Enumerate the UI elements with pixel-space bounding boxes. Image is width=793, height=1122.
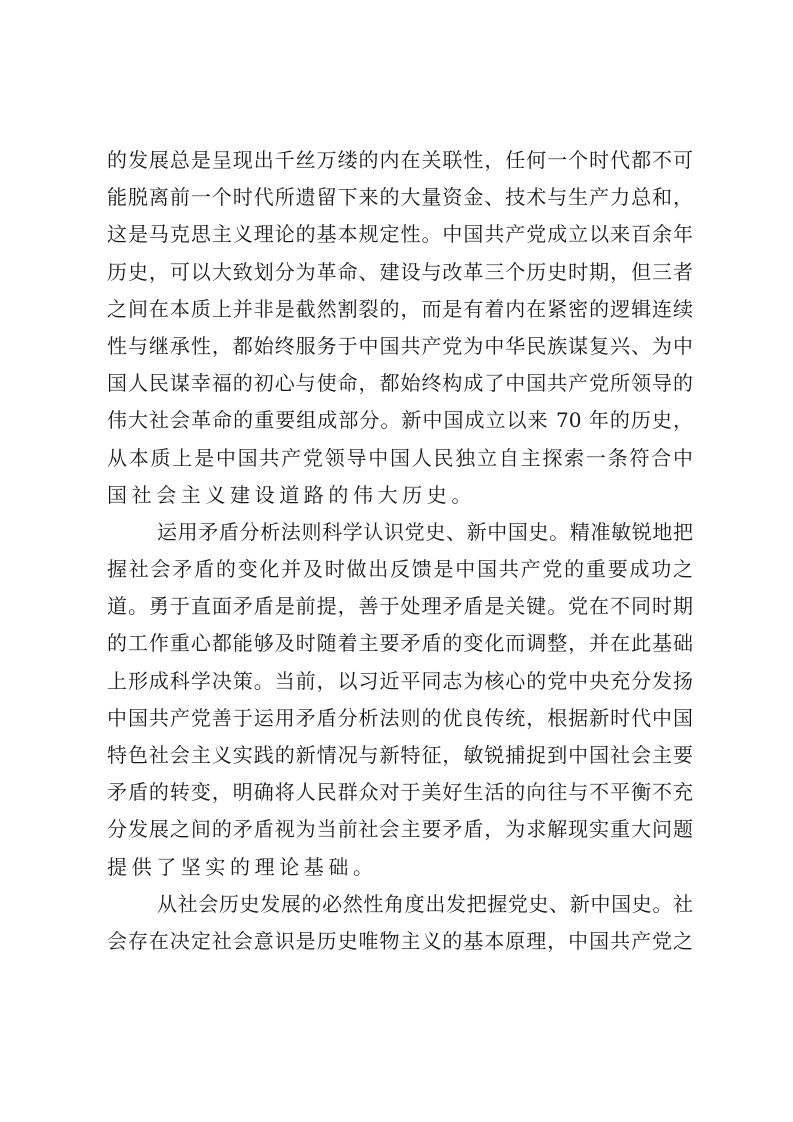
paragraph-3 — [107, 886, 693, 960]
text-line: 矛盾的转变，明确将人民群众对于美好生活的向往与不平衡不充 — [107, 780, 693, 805]
paragraph-1 — [107, 142, 693, 514]
text-line: 国人民谋幸福的初心与使命，都始终构成了中国共产党所领导的 — [107, 371, 693, 396]
text-line: 的工作重心都能够及时随着主要矛盾的变化而调整，并在此基础 — [107, 631, 693, 656]
text-line: 这是马克思主义理论的基本规定性。中国共产党成立以来百余年 — [107, 222, 693, 247]
text-line: 性与继承性，都始终服务于中国共产党为中华民族谋复兴、为中 — [107, 333, 693, 358]
paragraph-2 — [107, 514, 693, 886]
text-line: 伟大社会革命的重要组成部分。新中国成立以来 70 年的历史， — [107, 408, 693, 433]
text-line: 分发展之间的矛盾视为当前社会主要矛盾，为求解现实重大问题 — [107, 817, 693, 842]
text-line: 握社会矛盾的变化并及时做出反馈是中国共产党的重要成功之 — [107, 557, 693, 582]
text-line: 运用矛盾分析法则科学认识党史、新中国史。精准敏锐地把 — [157, 519, 693, 544]
text-line: 之间在本质上并非是截然割裂的，而是有着内在紧密的逻辑连续 — [107, 296, 693, 321]
text-line: 特色社会主义实践的新情况与新特征，敏锐捕捉到中国社会主要 — [107, 743, 693, 767]
text-line: 提供了坚实的理论基础。 — [107, 854, 378, 879]
text-line: 从社会历史发展的必然性角度出发把握党史、新中国史。社 — [157, 891, 693, 916]
text-line: 历史，可以大致划分为革命、建设与改革三个历史时期，但三者 — [107, 259, 693, 284]
text-line: 从本质上是中国共产党领导中国人民独立自主探索一条符合中 — [107, 445, 693, 470]
text-line: 上形成科学决策。当前，以习近平同志为核心的党中央充分发扬 — [107, 668, 693, 693]
text-line: 道。勇于直面矛盾是前提，善于处理矛盾是关键。党在不同时期 — [107, 594, 693, 619]
text-line: 的发展总是呈现出千丝万缕的内在关联性，任何一个时代都不可 — [107, 148, 693, 172]
text-line: 能脱离前一个时代所遗留下来的大量资金、技术与生产力总和， — [107, 185, 693, 210]
document-page — [107, 142, 693, 960]
text-line: 国社会主义建设道路的伟大历史。 — [107, 482, 476, 507]
text-line: 会存在决定社会意识是历史唯物主义的基本原理，中国共产党之 — [107, 928, 693, 953]
text-line: 中国共产党善于运用矛盾分析法则的优良传统，根据新时代中国 — [107, 705, 693, 730]
